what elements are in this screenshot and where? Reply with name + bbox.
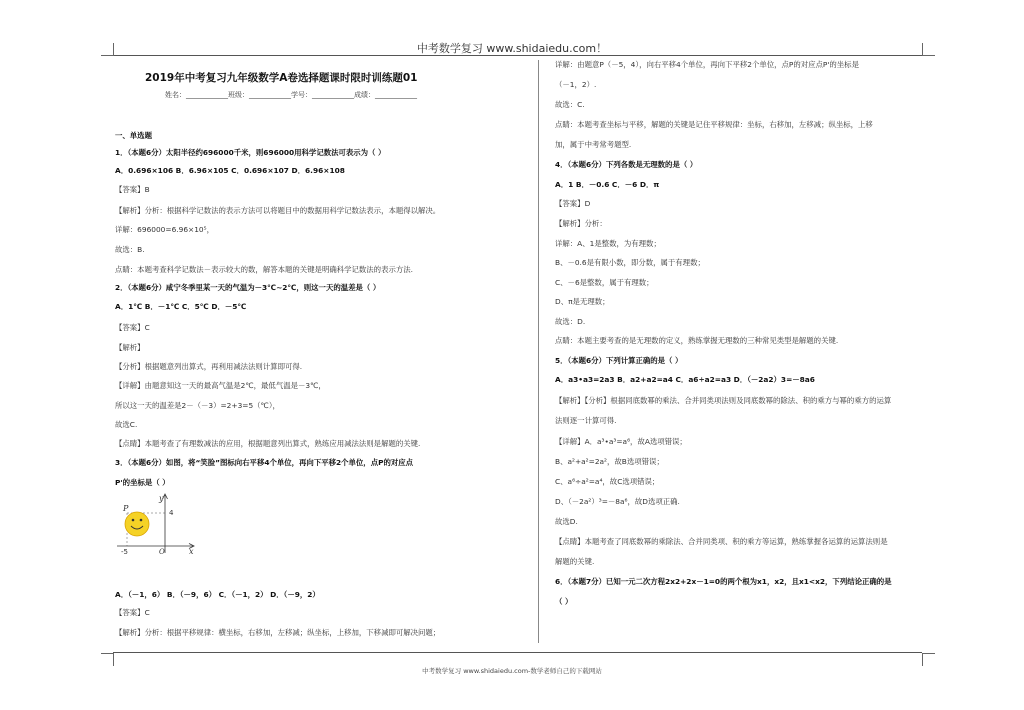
fig-label-x: x xyxy=(189,547,194,556)
question-1-options: A．0.696×106 B．6.96×105 C．0.696×107 D．6.96×108 xyxy=(115,166,345,175)
student-info: 姓名：____________班级：____________学号：____________成绩：____________ xyxy=(165,91,417,99)
analysis-2-line1: 【分析】根据题意列出算式，再利用减法法则计算即可得. xyxy=(115,362,303,371)
question-1: 1．（本题6分）太阳半径约696000千米，则696000用科学记数法可表示为（ ） xyxy=(115,148,386,157)
analysis-2-line2: 【详解】由题意知这一天的最高气温是2℃，最低气温是－3℃， xyxy=(115,381,326,390)
analysis-4-line7: 点睛：本题主要考查的是无理数的定义，熟练掌握无理数的三种常见类型是解题的关键. xyxy=(555,336,839,345)
analysis-5-line8: 【点睛】本题考查了同底数幂的乘除法、合并同类项、积的乘方等运算，熟练掌握各运算的运算法则是 xyxy=(555,537,888,546)
analysis-5-line4: B、a²+a²=2a²，故B选项错误； xyxy=(555,457,664,466)
question-5-options: A．a3•a3=2a3 B．a2+a2=a4 C．a6÷a2=a3 D．（－2a2）3=－8a6 xyxy=(555,375,815,384)
analysis-5-line6: D、（－2a²）³=－8a⁶，故D选项正确. xyxy=(555,497,680,506)
crop-mark-bl xyxy=(101,653,114,666)
analysis-5-line7: 故选D. xyxy=(555,517,578,526)
answer-2: 【答案】C xyxy=(115,323,150,332)
fig-label-4: 4 xyxy=(169,509,174,517)
analysis-3-line1: 【解析】分析：根据平移规律：横坐标，右移加，左移减；纵坐标，上移加，下移减即可解决问题； xyxy=(115,628,441,637)
section-heading: 一、单选题 xyxy=(115,131,152,140)
analysis-2-line4: 故选C. xyxy=(115,420,138,429)
footer-rule xyxy=(113,652,922,653)
question-4: 4．（本题6分）下列各数是无理数的是（ ） xyxy=(555,160,698,169)
question-2-options: A．1℃ B．－1℃ C．5℃ D．－5℃ xyxy=(115,302,247,311)
question-3-line2: P'的坐标是（ ） xyxy=(115,478,170,487)
question-5: 5．（本题6分）下列计算正确的是（ ） xyxy=(555,356,683,365)
analysis-1-line4: 点睛：本题考查科学记数法－表示较大的数，解答本题的关键是明确科学记数法的表示方法. xyxy=(115,265,413,274)
analysis-5-line3: 【详解】A．a³•a³=a⁶，故A选项错误； xyxy=(555,437,687,446)
analysis-1-line3: 故选：B. xyxy=(115,245,145,254)
answer-1: 【答案】B xyxy=(115,185,150,194)
answer-3: 【答案】C xyxy=(115,608,150,617)
analysis-4-line1: 【解析】分析： xyxy=(555,219,607,228)
analysis-3-detail-line1: 详解：由题意P（－5，4），向右平移4个单位，再向下平移2个单位，点P的对应点P'的坐标是 xyxy=(555,60,859,69)
analysis-3-detail-line4: 点睛：本题考查坐标与平移，解题的关键是记住平移规律：坐标，右移加，左移减；纵坐标，上移 xyxy=(555,120,873,129)
question-4-options: A．1 B．－0.6 C．－6 D．π xyxy=(555,180,660,189)
analysis-4-line4: C、－6是整数，属于有理数； xyxy=(555,278,654,287)
crop-mark-br xyxy=(922,653,935,666)
question-3-line1: 3．（本题6分）如图，将“笑脸”图标向右平移4个单位，再向下平移2个单位，点P的对应点 xyxy=(115,458,414,467)
analysis-3-detail-line3: 故选：C. xyxy=(555,100,585,109)
fig-label-y: y xyxy=(159,494,164,503)
column-divider xyxy=(538,60,539,643)
analysis-5-line1: 【解析】【分析】根据同底数幂的乘法、合并同类项法则及同底数幂的除法、积的乘方与幂的乘方的运算 xyxy=(555,396,892,405)
analysis-4-line5: D、π是无理数； xyxy=(555,297,610,306)
analysis-1-line2: 详解：696000=6.96×10⁵， xyxy=(115,225,214,234)
analysis-5-line9: 解题的关键. xyxy=(555,557,595,566)
question-3-options: A．（－1，6） B．（－9，6） C．（－1，2） D．（－9，2） xyxy=(115,590,320,599)
document-title: 2019年中考复习九年级数学A卷选择题课时限时训练题01 xyxy=(145,72,418,84)
question-2: 2．（本题6分）咸宁冬季里某一天的气温为－3℃~2℃，则这一天的温差是（ ） xyxy=(115,283,381,292)
analysis-5-line5: C、a⁶÷a²=a⁴，故C选项错误； xyxy=(555,477,660,486)
analysis-4-line3: B、－0.6是有限小数，即分数，属于有理数； xyxy=(555,258,705,267)
smiley-face xyxy=(125,512,149,536)
analysis-2-label: 【解析】 xyxy=(115,343,145,352)
smiley-eye-left xyxy=(132,519,135,522)
fig-label-neg5: -5 xyxy=(121,548,128,556)
fig-label-o: O xyxy=(159,548,165,556)
question-6-line2: （ ） xyxy=(555,597,573,606)
smiley-eye-right xyxy=(140,519,143,522)
analysis-4-line6: 故选：D. xyxy=(555,317,586,326)
analysis-2-line5: 【点睛】本题考查了有理数减法的应用，根据题意列出算式，熟练应用减法法则是解题的关键. xyxy=(115,439,421,448)
analysis-3-detail-line2: （－1，2）. xyxy=(555,80,597,89)
analysis-3-detail-line5: 加，属于中考常考题型. xyxy=(555,140,632,149)
analysis-5-line2: 法则逐一计算可得. xyxy=(555,416,617,425)
analysis-2-line3: 所以这一天的温差是2－（－3）=2+3=5（℃）， xyxy=(115,401,280,410)
fig-label-p: P xyxy=(123,504,129,513)
smiley-figure xyxy=(113,491,203,559)
analysis-4-line2: 详解：A、1是整数，为有理数； xyxy=(555,239,661,248)
question-6-line1: 6．（本题7分）已知一元二次方程2x2+2x－1=0的两个根为x1，x2，且x1<x2，下列结论正确的是 xyxy=(555,577,892,586)
analysis-1-line1: 【解析】分析：根据科学记数法的表示方法可以将题目中的数据用科学记数法表示，本题得以解决。 xyxy=(115,206,441,215)
answer-4: 【答案】D xyxy=(555,199,591,208)
page-footer: 中考数学复习 www.shidaiedu.com-数学老师自己的下载网站 xyxy=(422,667,602,675)
page-header: 中考数学复习 www.shidaiedu.com！ xyxy=(416,42,608,55)
